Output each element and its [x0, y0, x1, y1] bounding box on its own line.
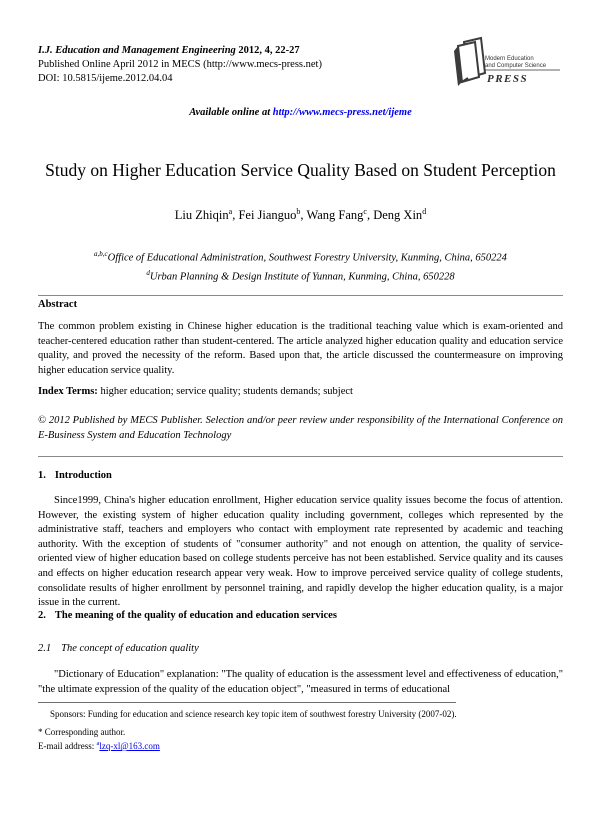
journal-header	[38, 44, 438, 86]
author-name: , Fei Jianguo	[232, 208, 297, 223]
affiliation-line	[38, 266, 563, 285]
author-affil-mark: b	[296, 207, 301, 216]
logo-press-text: PRESS	[487, 73, 529, 85]
abstract-body: The common problem existing in Chinese higher education is the traditional teaching value which is exam-oriented and teacher-centered education rather than student-centered. The article analyzed higher education quality and education service quality, and proved the necessity of the reform. Based upon that, the article discussed the countermeasure on improving higher education service quality.	[38, 321, 563, 376]
journal-title-line	[38, 44, 438, 58]
section-heading-meaning	[38, 610, 563, 621]
journal-issue: 2012, 4, 22-27	[235, 45, 300, 56]
concept-paragraph: "Dictionary of Education" explanation: "The quality of education is the assessment level and effectiveness of education," "the ultimate expression of the quality of the education object", "measured in terms of educational	[38, 669, 563, 695]
corresponding-author-footnote: * Corresponding author.	[38, 727, 126, 737]
subsection-heading-concept	[38, 643, 563, 654]
section-number: 2.	[38, 610, 46, 621]
journal-name: I.J. Education and Management Engineering	[38, 45, 236, 56]
logo-text-line2: and Computer Science	[485, 63, 547, 69]
paper-title: Study on Higher Education Service Quality Based on Student Perception	[45, 160, 556, 180]
email-label: E-mail address:	[38, 741, 97, 751]
published-online-line: Published Online April 2012 in MECS (http://www.mecs-press.net)	[38, 59, 322, 70]
authors-line	[38, 207, 563, 223]
section-title: The meaning of the quality of education and education services	[54, 610, 337, 621]
book-icon	[444, 36, 566, 94]
index-terms-line	[38, 386, 563, 397]
subsection-title: The concept of education quality	[61, 643, 199, 654]
available-online-line	[0, 107, 601, 118]
copyright-notice: © 2012 Published by MECS Publisher. Selection and/or peer review under responsibility of the International Conference on E-Business System and Education Technology	[38, 415, 563, 441]
affiliation-mark: a,b,c	[94, 250, 108, 258]
section-divider	[38, 295, 563, 296]
author-affil-mark: a	[228, 207, 233, 216]
abstract-heading: Abstract	[38, 299, 78, 310]
footnote-divider	[38, 702, 456, 703]
author-affil-mark: d	[422, 207, 427, 216]
sponsors-footnote: Sponsors: Funding for education and science research key topic item of southwest forestry University (2007-02).	[50, 709, 457, 719]
affiliation-mark: d	[146, 268, 150, 277]
author-name: Liu Zhiqin	[174, 208, 229, 223]
journal-url-link[interactable]: http://www.mecs-press.net/ijeme	[272, 107, 412, 118]
logo-text-line1: Modern Education	[485, 56, 534, 62]
author-affil-mark: c	[363, 207, 367, 216]
subsection-number: 2.1	[38, 643, 52, 654]
index-terms-label: Index Terms:	[38, 386, 98, 397]
affiliation-text: Office of Educational Administration, Southwest Forestry University, Kunming, China, 650224	[107, 252, 507, 264]
email-affil-mark: a	[96, 740, 100, 747]
email-footnote	[38, 738, 563, 752]
doi-line: DOI: 10.5815/ijeme.2012.04.04	[38, 73, 173, 84]
author-name: , Wang Fang	[300, 208, 364, 223]
affiliation-line	[38, 247, 563, 266]
section-title: Introduction	[54, 470, 112, 481]
affiliation-text: Urban Planning & Design Institute of Yunnan, Kunming, China, 650228	[149, 271, 455, 282]
section-divider	[38, 456, 563, 457]
email-link[interactable]: lzq-xl@163.com	[99, 741, 160, 751]
index-terms-text: higher education; service quality; students demands; subject	[97, 386, 353, 397]
mecs-press-logo	[444, 36, 566, 94]
affiliations-block	[38, 247, 563, 284]
author-name: , Deng Xin	[366, 208, 423, 223]
available-online-prefix: Available online at	[189, 107, 273, 118]
introduction-paragraph: Since1999, China's higher education enrollment, Higher education service quality issues become the focus of attention. However, the existing system of higher education quality including government, colleges which represented by the administrative staff, teachers and employers who contact with employment rate represented by academic and teaching authority. With the exception of students of "consumer authority" and not enough on attention, the quality of service-oriented view of higher education based on college students perceive has not been established. Service quality and its causes and effects on higher education research appear very weak. How to improve perceived service quality of college students, consolidate results of higher enrollment by personnel training, and rapidly develop the higher education quality, is a major issue in the current.	[38, 495, 563, 609]
section-heading-introduction	[38, 470, 563, 481]
section-number: 1.	[38, 470, 46, 481]
